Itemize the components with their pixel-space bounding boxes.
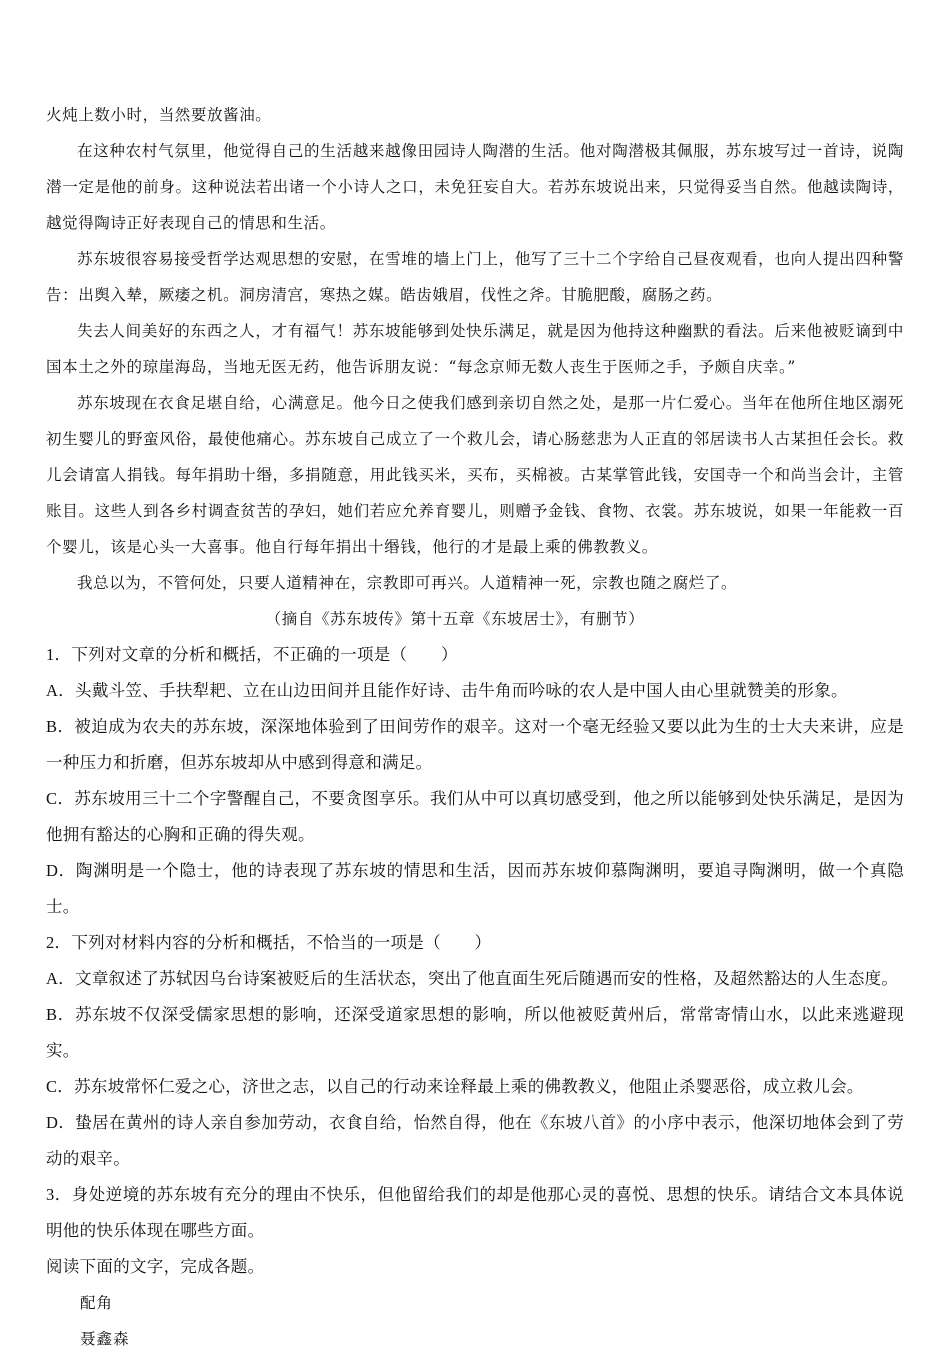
question-1-option-a: A．头戴斗笠、手扶犁耙、立在山边田间并且能作好诗、击牛角而吟咏的农人是中国人由心里就赞美的形象。 — [46, 681, 848, 700]
passage-paragraph: 苏东坡现在衣食足堪自给，心满意足。他今日之使我们感到亲切自然之处，是那一片仁爱心。当年在他所住地区溺死初生婴儿的野蛮风俗，最使他痛心。苏东坡自己成立了一个救儿会，请心肠慈悲为人正直的邻居读书人古某担任会长。救儿会请富人捐钱。每年捐助十缗，多捐随意，用此钱买米，买布，买棉被。古某掌管此钱，安国寺一个和尚当会计，主管账目。这些人到各乡村调查贫苦的孕妇，她们若应允养育婴儿，则赠予金钱、食物、衣裳。苏东坡说，如果一年能救一百个婴儿，该是心头一大喜事。他自行每年捐出十缗钱，他行的才是最上乘的佛教教义。 — [46, 394, 904, 556]
passage-paragraph: 我总以为，不管何处，只要人道精神在，宗教即可再兴。人道精神一死，宗教也随之腐烂了。 — [77, 574, 738, 592]
question-1-option-d: D．陶渊明是一个隐士，他的诗表现了苏东坡的情思和生活，因而苏东坡仰慕陶渊明，要追寻陶渊明，做一个真隐士。 — [46, 861, 904, 916]
document-page — [46, 97, 904, 1357]
question-2-stem: 2．下列对材料内容的分析和概括，不恰当的一项是（ ） — [46, 933, 492, 952]
question-1-stem: 1．下列对文章的分析和概括，不正确的一项是（ ） — [46, 645, 458, 664]
passage-paragraph: 苏东坡很容易接受哲学达观思想的安慰，在雪堆的墙上门上，他写了三十二个字给自己昼夜观看，也向人提出四种警告：出舆入辇，厥痿之机。洞房清宫，寒热之媒。皓齿娥眉，伐性之斧。甘脆肥酸，腐肠之药。 — [46, 250, 904, 304]
question-2-option-a: A．文章叙述了苏轼因乌台诗案被贬后的生活状态，突出了他直面生死后随遇而安的性格，及超然豁达的人生态度。 — [46, 969, 899, 988]
passage-source: （摘自《苏东坡传》第十五章《东坡居士》，有删节） — [265, 610, 645, 628]
passage-paragraph: 失去人间美好的东西之人，才有福气！苏东坡能够到处快乐满足，就是因为他持这种幽默的看法。后来他被贬谪到中国本土之外的琼崖海岛，当地无医无药，他告诉朋友说：“每念京师无数人丧生于医师之手，予颇自庆幸。” — [46, 322, 904, 376]
question-1-option-b: B．被迫成为农夫的苏东坡，深深地体验到了田间劳作的艰辛。这对一个毫无经验又要以此为生的士大夫来讲，应是一种压力和折磨，但苏东坡却从中感到得意和满足。 — [46, 717, 904, 772]
passage-paragraph: 在这种农村气氛里，他觉得自己的生活越来越像田园诗人陶潜的生活。他对陶潜极其佩服，苏东坡写过一首诗，说陶潜一定是他的前身。这种说法若出诸一个小诗人之口，未免狂妄自大。若苏东坡说出来，只觉得妥当自然。他越读陶诗，越觉得陶诗正好表现自己的情思和生活。 — [46, 142, 904, 232]
question-2-option-d: D．蛰居在黄州的诗人亲自参加劳动，衣食自给，怡然自得，他在《东坡八首》的小序中表示，他深切地体会到了劳动的艰辛。 — [46, 1113, 904, 1168]
question-2-option-c: C．苏东坡常怀仁爱之心，济世之志，以自己的行动来诠释最上乘的佛教教义，他阻止杀婴恶俗，成立救儿会。 — [46, 1077, 864, 1096]
article-author: 聂鑫森 — [80, 1330, 130, 1348]
article-title: 配角 — [80, 1294, 114, 1312]
question-2-option-b: B．苏东坡不仅深受儒家思想的影响，还深受道家思想的影响，所以他被贬黄州后，常常寄情山水，以此来逃避现实。 — [46, 1005, 904, 1060]
reading-instruction: 阅读下面的文字，完成各题。 — [46, 1257, 265, 1276]
passage-paragraph: 火炖上数小时，当然要放酱油。 — [46, 106, 272, 124]
question-3-stem: 3．身处逆境的苏东坡有充分的理由不快乐，但他留给我们的却是他那心灵的喜悦、思想的快乐。请结合文本具体说明他的快乐体现在哪些方面。 — [46, 1185, 904, 1240]
question-1-option-c: C．苏东坡用三十二个字警醒自己，不要贪图享乐。我们从中可以真切感受到，他之所以能够到处快乐满足，是因为他拥有豁达的心胸和正确的得失观。 — [46, 789, 904, 844]
